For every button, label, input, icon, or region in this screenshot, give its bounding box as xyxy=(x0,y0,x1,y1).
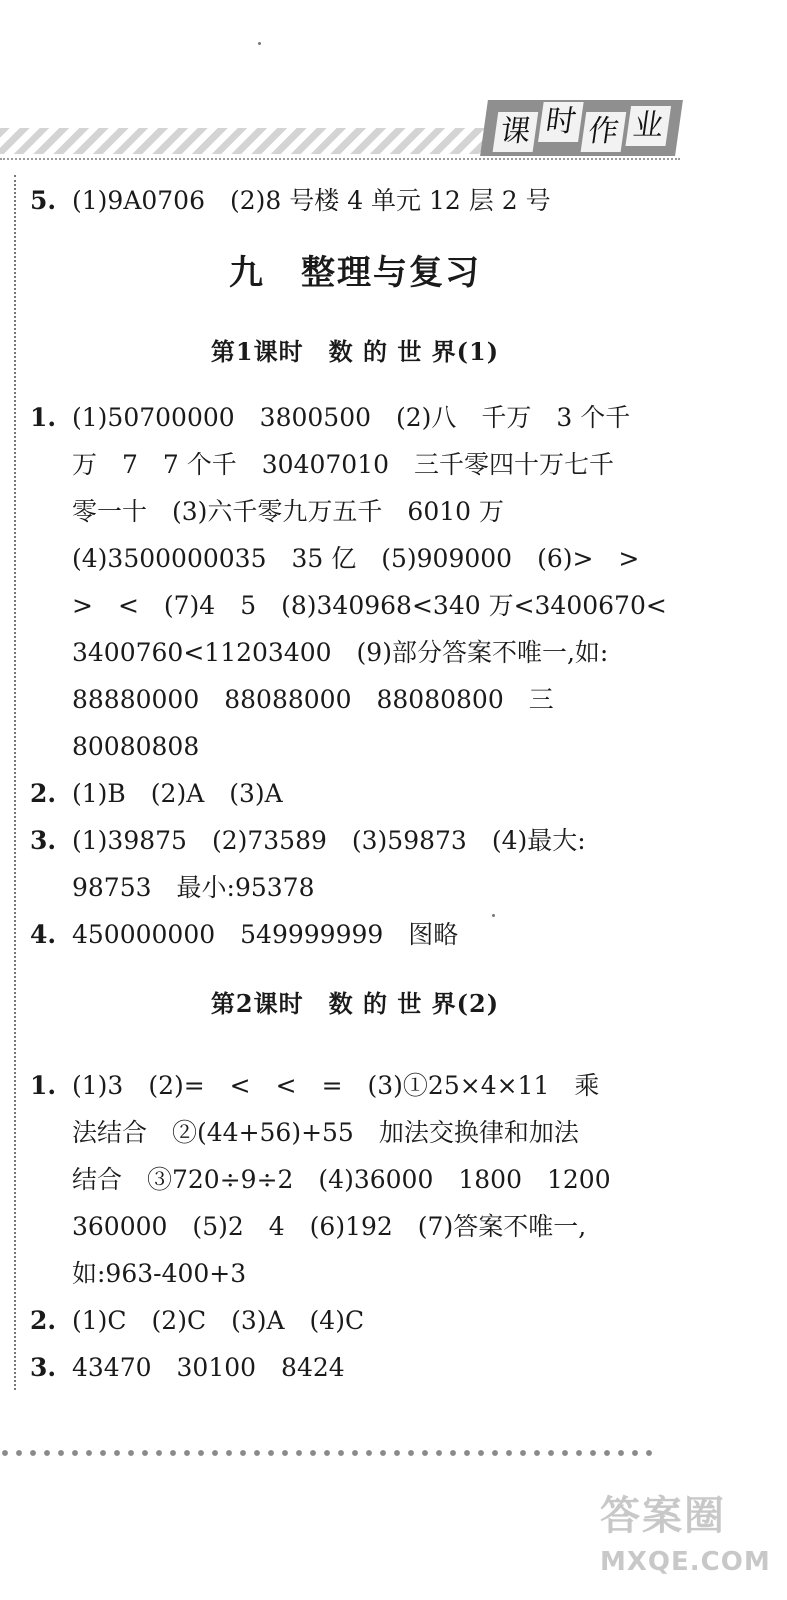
answer-content xyxy=(30,177,680,1391)
header-tag-char: 作 xyxy=(581,112,627,152)
answer-line xyxy=(30,177,680,224)
answer-line xyxy=(30,817,680,864)
header-tag-char: 时 xyxy=(538,102,584,142)
answer-line xyxy=(30,1344,680,1391)
header-tag-char: 业 xyxy=(625,106,671,146)
question-number: 2. xyxy=(30,779,57,808)
answer-line xyxy=(30,488,680,535)
lesson-1-answers xyxy=(30,394,680,958)
answer-text: 450000000 549999999 图略 xyxy=(72,920,459,949)
answer-text: 360000 (5)2 4 (6)192 (7)答案不唯一, xyxy=(72,1212,587,1241)
answer-text: (1)3 (2)= < < = (3)①25×4×11 乘 xyxy=(72,1071,600,1100)
answer-text: 80080808 xyxy=(72,732,200,761)
watermark-logo xyxy=(600,1490,770,1595)
answer-text: (1)50700000 3800500 (2)八 千万 3 个千 xyxy=(72,403,631,432)
answer-line xyxy=(30,676,680,723)
answer-text: (4)3500000035 35 亿 (5)909000 (6)> > xyxy=(72,544,640,573)
answer-line xyxy=(30,1156,680,1203)
answer-text: 结合 ③720÷9÷2 (4)36000 1800 1200 xyxy=(72,1165,611,1194)
answer-text: 万 7 7 个千 30407010 三千零四十万七千 xyxy=(72,450,615,479)
header-tag xyxy=(480,100,683,156)
answer-line xyxy=(30,1109,680,1156)
answer-line xyxy=(30,723,680,770)
answer-text: (1)C (2)C (3)A (4)C xyxy=(72,1306,365,1335)
answer-text: (1)B (2)A (3)A xyxy=(72,779,283,808)
question-number: 1. xyxy=(30,1071,57,1100)
answer-line xyxy=(30,582,680,629)
top-answers xyxy=(30,177,680,224)
question-number: 3. xyxy=(30,1353,57,1382)
answer-text: 如:963-400+3 xyxy=(72,1259,247,1288)
answer-text: 零一十 (3)六千零九万五千 6010 万 xyxy=(72,497,504,526)
answer-line xyxy=(30,394,680,441)
speck xyxy=(258,42,261,45)
answer-text: 43470 30100 8424 xyxy=(72,1353,345,1382)
answer-line xyxy=(30,1203,680,1250)
answer-text: 法结合 ②(44+56)+55 加法交换律和加法 xyxy=(72,1118,579,1147)
answer-line xyxy=(30,629,680,676)
speck xyxy=(492,914,495,917)
answer-text: > < (7)4 5 (8)340968<340 万<3400670< xyxy=(72,591,667,620)
header-dotted-rule xyxy=(0,158,680,160)
question-number: 2. xyxy=(30,1306,57,1335)
watermark-title: 答案圈 xyxy=(600,1493,726,1539)
question-number: 3. xyxy=(30,826,57,855)
question-number: 1. xyxy=(30,403,57,432)
answer-text: 3400760<11203400 (9)部分答案不唯一,如: xyxy=(72,638,609,667)
question-number: 4. xyxy=(30,920,57,949)
answer-text: 98753 最小:95378 xyxy=(72,873,315,902)
header-stripe xyxy=(0,128,510,154)
left-margin-rule xyxy=(14,175,16,1390)
question-number: 5. xyxy=(30,186,57,215)
answer-line xyxy=(30,770,680,817)
answer-text: 88880000 88088000 88080800 三 xyxy=(72,685,554,714)
answer-text: (1)9A0706 (2)8 号楼 4 单元 12 层 2 号 xyxy=(72,186,551,215)
answer-text: (1)39875 (2)73589 (3)59873 (4)最大: xyxy=(72,826,586,855)
answer-line xyxy=(30,1297,680,1344)
lesson-2-answers xyxy=(30,1062,680,1391)
answer-line xyxy=(30,441,680,488)
header-tag-char: 课 xyxy=(493,112,539,152)
answer-line xyxy=(30,911,680,958)
watermark-url: MXQE.COM xyxy=(600,1547,771,1577)
section-title: 九 整理与复习 xyxy=(229,253,481,293)
footer-dotted-border xyxy=(0,1444,660,1462)
answer-line xyxy=(30,1250,680,1297)
answer-line xyxy=(30,535,680,582)
answer-line xyxy=(30,864,680,911)
answer-line xyxy=(30,1062,680,1109)
lesson-1-title: 第1课时 数 的 世 界(1) xyxy=(210,337,500,366)
lesson-2-title: 第2课时 数 的 世 界(2) xyxy=(210,989,500,1018)
